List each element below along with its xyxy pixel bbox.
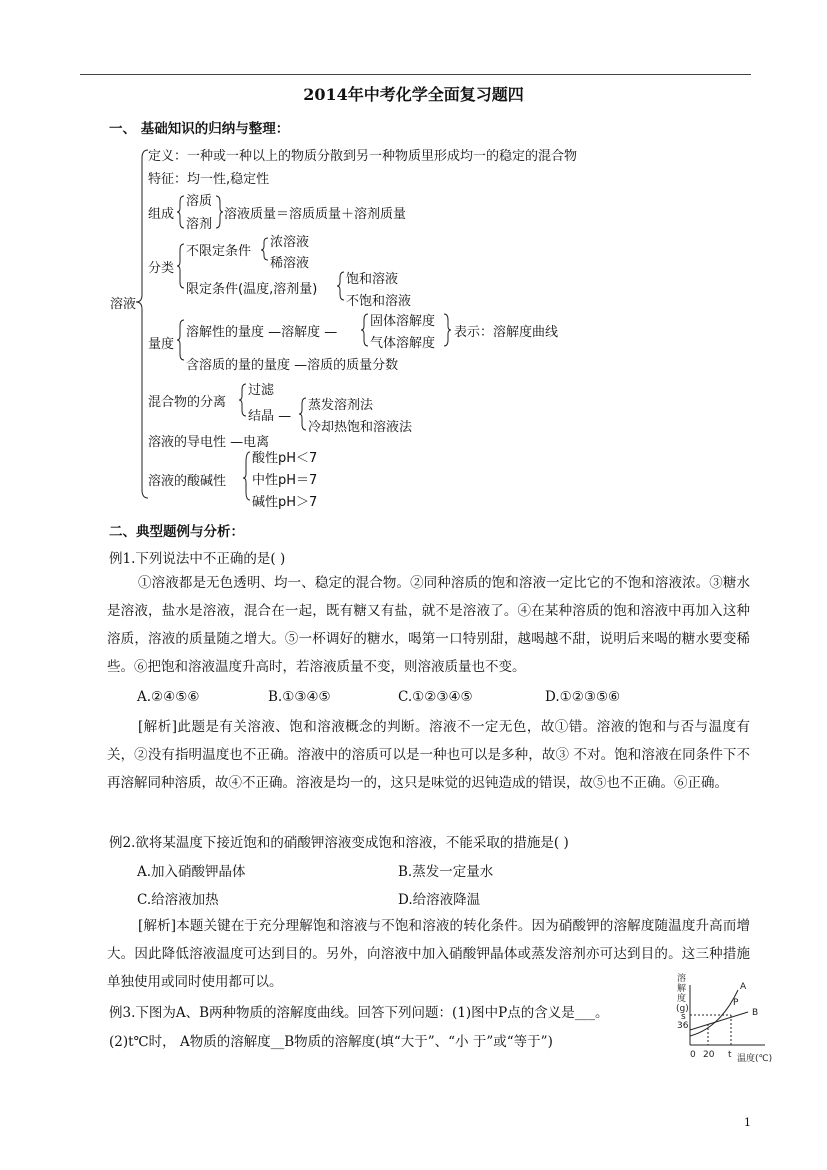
tree-cooling: 冷却热饱和溶液法 xyxy=(308,420,413,435)
tree-saturated: 饱和溶液 xyxy=(346,272,399,287)
example-2-option-c: C.给溶液加热 xyxy=(137,892,219,908)
curve-a-label: A xyxy=(740,982,747,992)
tree-conductivity: 溶液的导电性 —电离 xyxy=(148,435,270,450)
tree-root-solution: 溶液 xyxy=(110,297,137,312)
y-tick-s: s xyxy=(681,1012,686,1022)
example-1-question: 例1.下列说法中不正确的是( ) xyxy=(109,551,286,567)
tree-representation: 表示：溶解度曲线 xyxy=(454,325,559,340)
tree-basic: 碱性pH＞7 xyxy=(252,495,318,510)
tree-neutral: 中性pH＝7 xyxy=(252,473,318,488)
y-axis-label-1: 溶 xyxy=(677,974,687,984)
example-2-option-d: D.给溶液降温 xyxy=(398,892,481,908)
example-3-line-1: 例3.下图为A、B两种物质的溶解度曲线。回答下列问题：(1)图中P点的含义是___。 xyxy=(109,1005,609,1021)
tree-gas-solubility: 气体溶解度 xyxy=(370,336,436,351)
y-tick-36: 36 xyxy=(677,1021,689,1031)
tree-acidic: 酸性pH＜7 xyxy=(252,451,318,466)
tree-dilute: 稀溶液 xyxy=(270,256,310,271)
tree-unsaturated: 不饱和溶液 xyxy=(346,294,412,309)
tree-separation: 混合物的分离 xyxy=(148,395,227,410)
y-axis-label-2: 解 xyxy=(677,984,687,994)
example-2-analysis: [解析]本题关键在于充分理解饱和溶液与不饱和溶液的转化条件。因为硝酸钾的溶解度随温度升高而增大。因此降低溶液温度可达到目的。另外，向溶液中加入硝酸钾晶体或蒸发溶剂亦可达到目的。这三种措施单独使用或同时使用都可以。 xyxy=(107,918,750,990)
page-number: 1 xyxy=(744,1116,751,1129)
example-1-option-a: A.②④⑤⑥ xyxy=(137,689,200,705)
tree-composition: 组成 xyxy=(148,207,175,222)
tree-evaporation: 蒸发溶剂法 xyxy=(308,398,374,413)
section-1-heading: 一、 基础知识的归纳与整理： xyxy=(109,121,290,137)
tree-feature: 特征：均一性,稳定性 xyxy=(148,172,270,187)
tree-crystallization: 结晶 — xyxy=(248,409,292,424)
tree-concentrated: 浓溶液 xyxy=(270,235,310,250)
tree-solvent: 溶剂 xyxy=(186,217,213,232)
section-2-heading: 二、典型题例与分析： xyxy=(109,524,244,540)
curve-b-label: B xyxy=(752,1008,759,1018)
example-1-option-d: D.①②③⑤⑥ xyxy=(545,689,621,705)
tree-unlimited-condition: 不限定条件 xyxy=(186,244,252,259)
point-p-label: P xyxy=(733,998,739,1008)
x-axis-label: 温度(℃) xyxy=(737,1054,773,1064)
example-1-analysis: [解析]此题是有关溶液、饱和溶液概念的判断。溶液不一定无色，故①错。溶液的饱和与否与温度有关，②没有指明温度也不正确。溶液中的溶质可以是一种也可以是多种，故③ 不对。饱和溶液在同条件下不再溶解同种溶质，故④不正确。溶液是均一的，这只是味觉的迟钝造成的错误，故⑤也不正确。⑥正确。 xyxy=(107,719,750,791)
curve-a xyxy=(690,990,738,1036)
tree-filtration: 过滤 xyxy=(248,383,275,398)
tree-solubility-measure: 溶解性的量度 —溶解度 — xyxy=(186,325,338,340)
example-1-statements: ①溶液都是无色透明、均一、稳定的混合物。②同种溶质的饱和溶液一定比它的不饱和溶液浓。③糖水是溶液，盐水是溶液，混合在一起，既有糖又有盐，就不是溶液了。④在某种溶质的饱和溶液中再加入这种溶质，溶液的质量随之增大。⑤一杯调好的糖水，喝第一口特别甜，越喝越不甜，说明后来喝的糖水要变稀些。⑥把饱和溶液温度升高时，若溶液质量不变，则溶液质量也不变。 xyxy=(107,575,750,675)
example-2-question: 例2.欲将某温度下接近饱和的硝酸钾溶液变成饱和溶液，不能采取的措施是( ) xyxy=(109,835,569,851)
x-tick-t: t xyxy=(728,1050,732,1060)
tree-solute: 溶质 xyxy=(186,194,213,209)
x-tick-0: 0 xyxy=(690,1050,696,1060)
page-title: 2014年中考化学全面复习题四 xyxy=(303,85,524,104)
tree-measure: 量度 xyxy=(148,337,175,352)
example-2-option-b: B.蒸发一定量水 xyxy=(398,864,494,880)
tree-definition: 定义：一种或一种以上的物质分散到另一种物质里形成均一的稳定的混合物 xyxy=(148,149,578,164)
tree-limited-condition: 限定条件(温度,溶剂量) xyxy=(186,282,318,297)
example-3-line-2: (2)t℃时， A物质的溶解度__B物质的溶解度(填“大于”、“小 于”或“等于”) xyxy=(109,1034,553,1050)
tree-classification: 分类 xyxy=(148,261,175,276)
x-tick-20: 20 xyxy=(703,1050,715,1060)
tree-content-measure: 含溶质的量的量度 —溶质的质量分数 xyxy=(186,358,399,373)
example-1-option-c: C.①②③④⑤ xyxy=(398,689,473,705)
tree-mass-equation: 溶液质量＝溶质质量＋溶剂质量 xyxy=(224,207,407,222)
tree-solid-solubility: 固体溶解度 xyxy=(370,314,436,329)
tree-acidity: 溶液的酸碱性 xyxy=(148,474,227,489)
y-axis-label-3: 度 xyxy=(677,994,687,1004)
y-axis-unit: (g) xyxy=(676,1004,689,1014)
example-2-option-a: A.加入硝酸钾晶体 xyxy=(137,864,246,880)
example-1-option-b: B.①③④⑤ xyxy=(268,689,331,705)
